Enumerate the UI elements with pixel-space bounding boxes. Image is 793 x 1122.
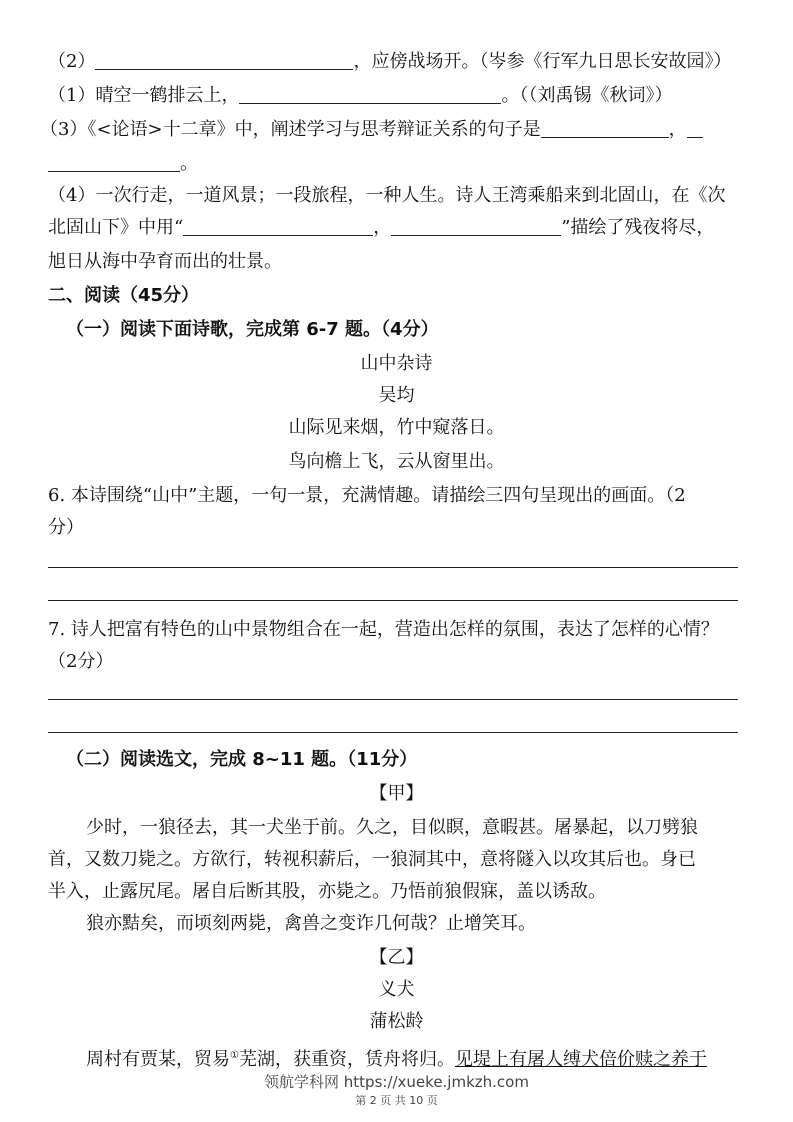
answer-blank[interactable] — [239, 85, 501, 104]
passage-yi-title: 义犬 — [378, 979, 415, 1000]
poem-title: 山中杂诗 — [360, 353, 433, 374]
watermark-url: 领航学科网 https://xueke.jmkzh.com — [264, 1073, 529, 1091]
answer-line[interactable] — [48, 600, 738, 601]
poem-author: 吴均 — [378, 385, 415, 406]
underlined-sentence: 见堤上有屠人缚犬倍价赎之养于 — [454, 1049, 707, 1070]
question-4-separator: ， — [373, 217, 392, 238]
section-heading: 二、阅读（45分） — [48, 285, 200, 306]
answer-blank[interactable] — [48, 153, 180, 172]
question-4-prefix: 北固山下》中用“ — [48, 217, 184, 238]
question-2-line — [48, 50, 753, 74]
question-2-suffix: ，应傍战场开。（岑参《行军九日思长安故园》） — [353, 51, 732, 72]
answer-blank[interactable] — [541, 119, 669, 138]
question-1-line — [48, 84, 753, 108]
question-7-line-2: （2分） — [48, 651, 114, 672]
poem-line-1: 山际见来烟，竹中窥落日。 — [288, 417, 505, 438]
passage-jia-line-4: 狼亦黠矣，而顷刻两毙，禽兽之变诈几何哉？止增笑耳。 — [86, 913, 536, 934]
answer-blank[interactable] — [95, 51, 353, 70]
passage-yi-line-1 — [86, 1044, 753, 1072]
part-2-heading: （二）阅读选文，完成 8~11 题。（11分） — [66, 749, 418, 770]
passage-text: 芜湖，获重资，赁舟将归。 — [238, 1049, 455, 1070]
answer-line[interactable] — [48, 699, 738, 700]
passage-text: 周村有贾某，贸易 — [86, 1049, 230, 1070]
part-1-heading: （一）阅读下面诗歌，完成第 6-7 题。（4分） — [66, 319, 439, 340]
footnote-marker[interactable]: ① — [230, 1050, 239, 1061]
question-1-prefix: （1）晴空一鹤排云上， — [48, 85, 240, 106]
passage-yi-author: 蒲松龄 — [369, 1011, 424, 1032]
answer-blank[interactable] — [687, 119, 703, 138]
passage-jia-line-2: 首，又数刀毙之。方欲行，转视积薪后，一狼洞其中，意将隧入以攻其后也。身已 — [48, 849, 696, 870]
page-number: 第 2 页 共 10 页 — [355, 1094, 438, 1107]
answer-blank[interactable] — [391, 217, 561, 236]
question-4-line-3: 旭日从海中孕育而出的壮景。 — [48, 251, 282, 272]
question-3-end: 。 — [180, 153, 198, 174]
answer-line[interactable] — [48, 567, 738, 568]
question-7-line-1: 7. 诗人把富有特色的山中景物组合在一起，营造出怎样的氛围，表达了怎样的心情？ — [48, 619, 719, 640]
question-6-line-2: 分） — [48, 517, 84, 538]
question-3-continuation — [48, 152, 753, 176]
question-6-line-1: 6. 本诗围绕“山中”主题，一句一景，充满情趣。请描绘三四句呈现出的画面。（2 — [48, 485, 686, 506]
answer-blank[interactable] — [183, 217, 373, 236]
question-3-prefix: （3）《<论语>十二章》中，阐述学习与思考辩证关系的句子是 — [40, 119, 541, 140]
passage-yi-label: 【乙】 — [369, 947, 424, 968]
question-4-line-1: （4）一次行走，一道风景；一段旅程，一种人生。诗人王湾乘船来到北固山，在《次 — [48, 185, 726, 206]
passage-jia-label: 【甲】 — [369, 783, 424, 804]
question-1-suffix: 。（（刘禹锡《秋词》） — [501, 85, 673, 106]
answer-line[interactable] — [48, 732, 738, 733]
question-2-prefix: （2） — [48, 51, 96, 72]
question-4-line-2 — [48, 216, 753, 240]
question-3-separator: ， — [668, 119, 687, 140]
question-4-suffix: ”描绘了残夜将尽， — [561, 217, 715, 238]
passage-jia-line-3: 半入，止露尻尾。屠自后断其股，亦毙之。乃悟前狼假寐，盖以诱敌。 — [48, 881, 606, 902]
question-3-line — [40, 118, 753, 142]
poem-line-2: 鸟向檐上飞，云从窗里出。 — [288, 451, 505, 472]
passage-jia-line-1: 少时，一狼径去，其一犬坐于前。久之，目似瞑，意暇甚。屠暴起，以刀劈狼 — [86, 817, 698, 838]
